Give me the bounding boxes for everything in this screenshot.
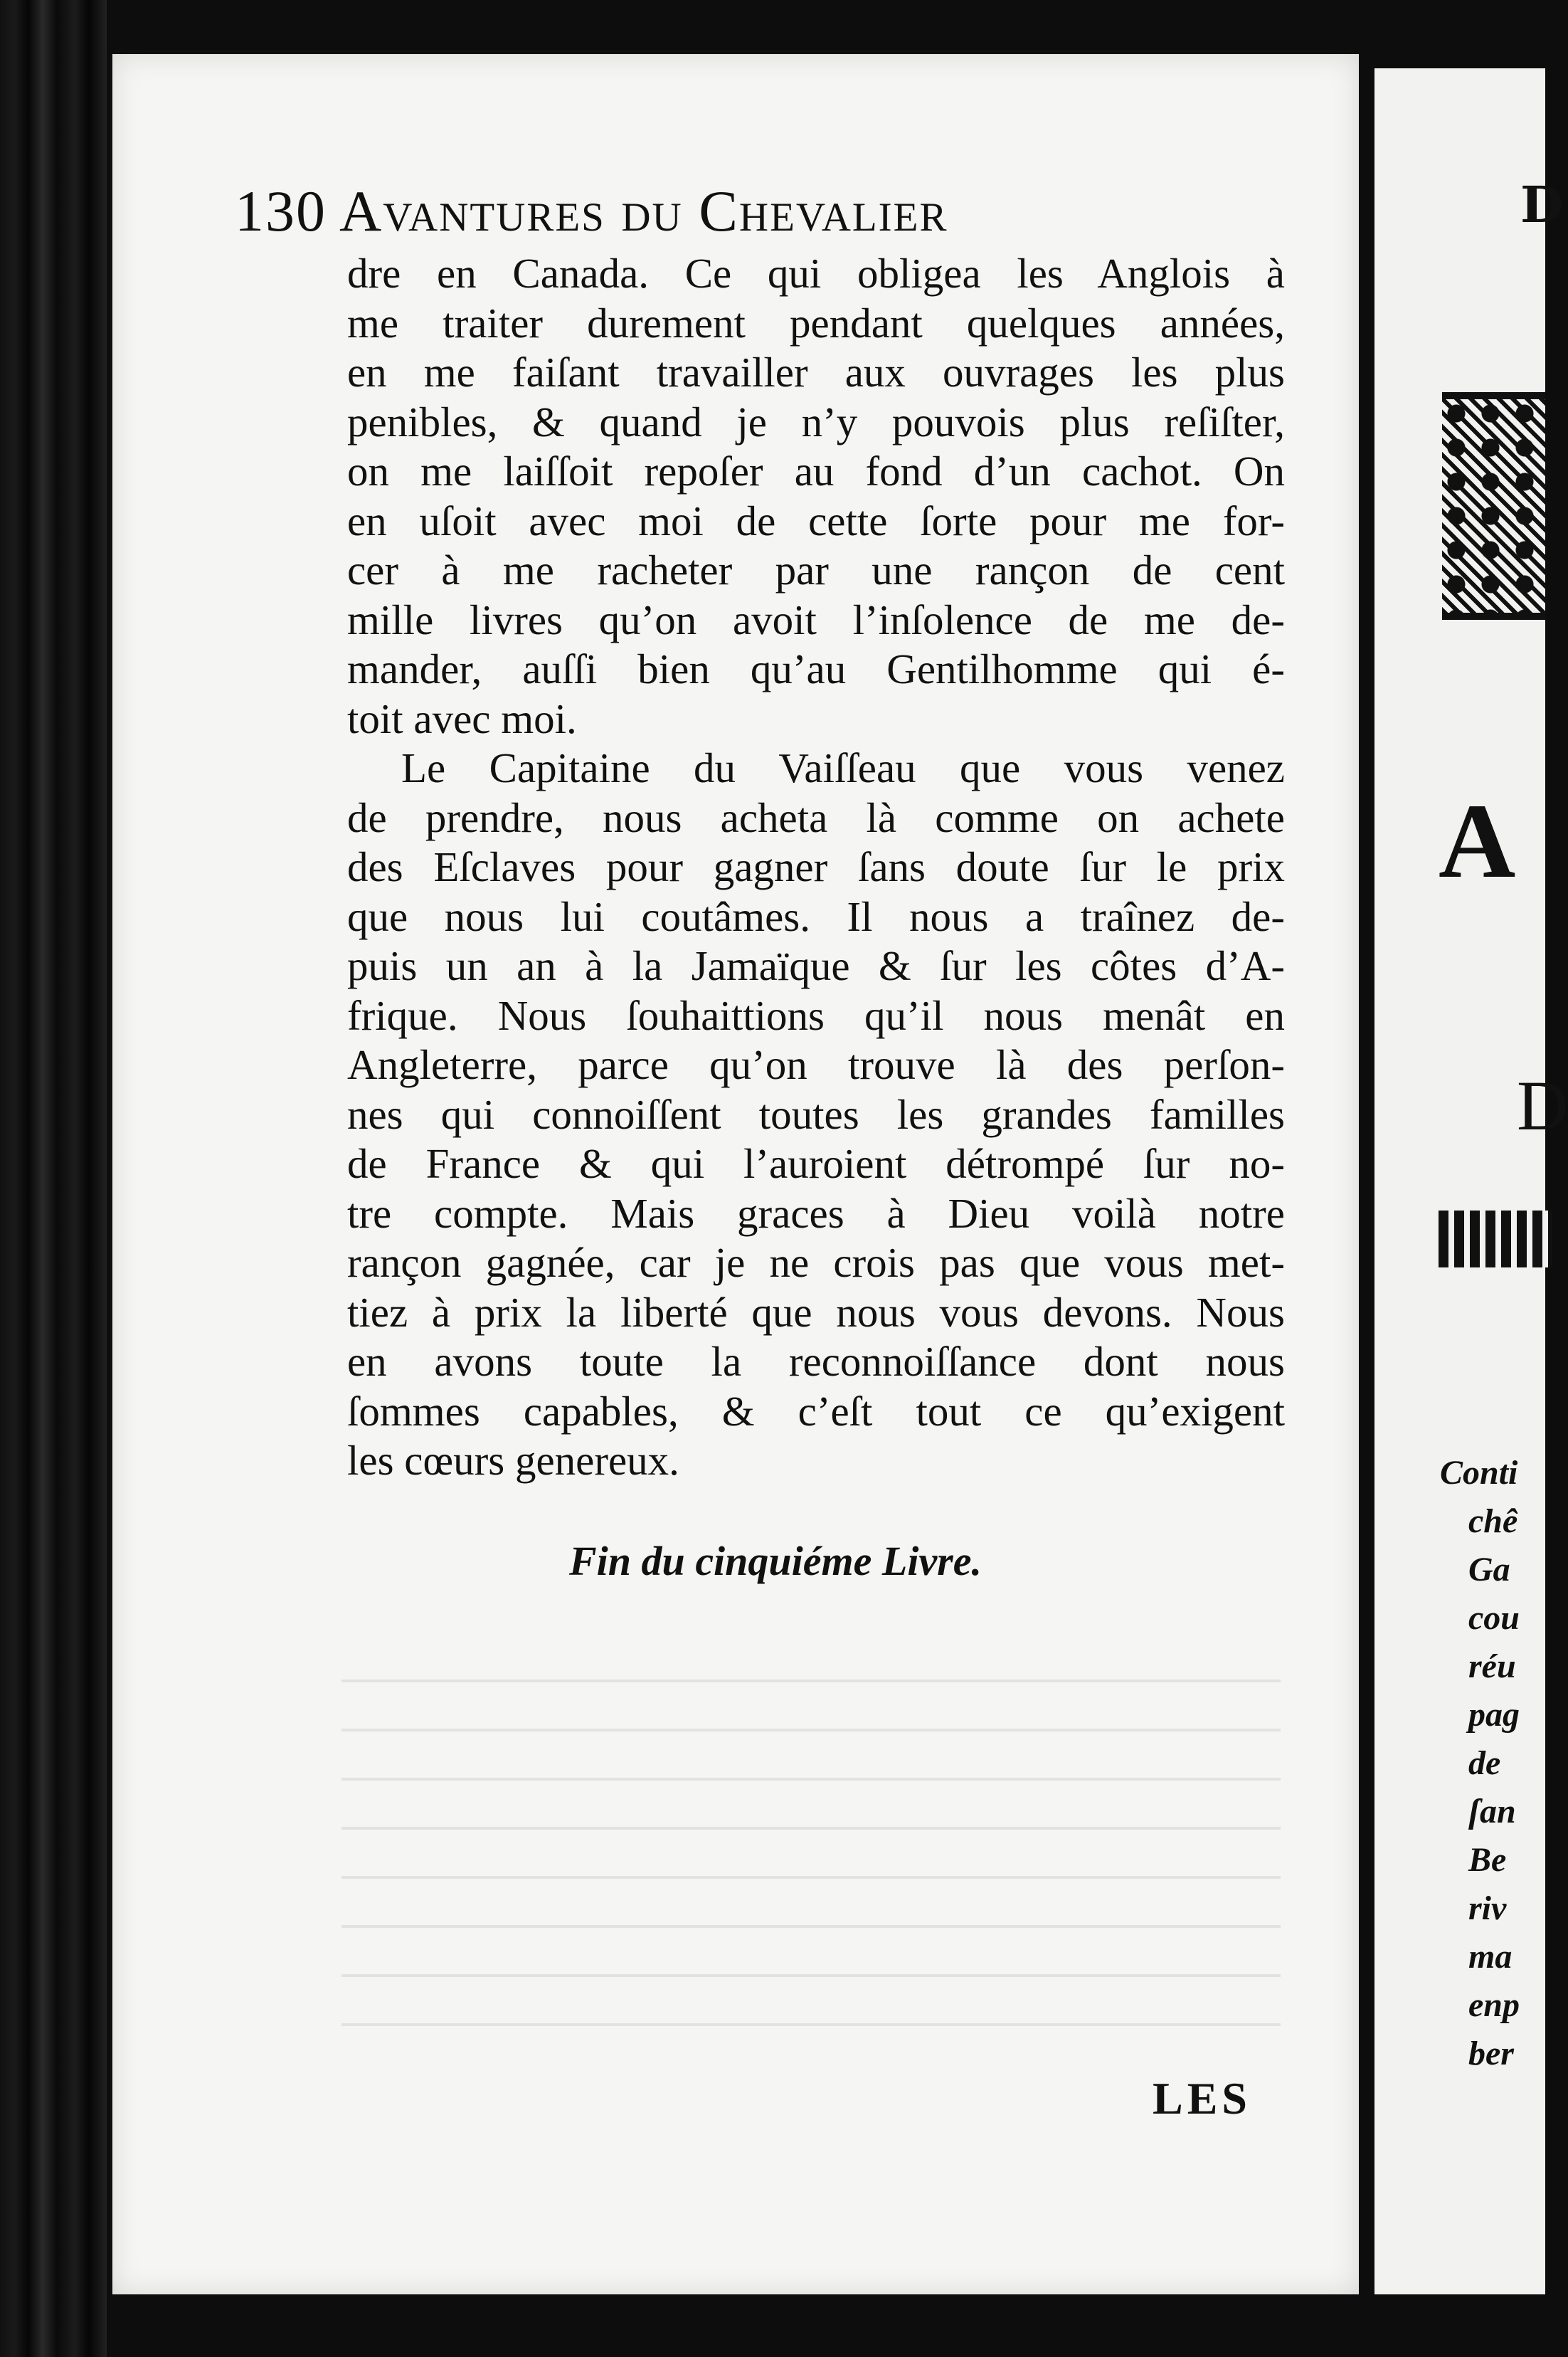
running-head bbox=[235, 178, 1273, 245]
text-line: frique. Nous ſouhaittions qu’il nous menât en bbox=[347, 991, 1285, 1039]
summary-line: ber bbox=[1468, 2035, 1514, 2072]
text-line: toit avec moi. bbox=[347, 695, 577, 742]
summary-line: pag bbox=[1468, 1696, 1520, 1734]
text-line: dre en Canada. Ce qui obligea les Anglois à bbox=[347, 250, 1285, 297]
text-line: cer à me racheter par une rançon de cent bbox=[347, 547, 1285, 594]
summary-line: Conti bbox=[1440, 1454, 1518, 1492]
text-line: nes qui connoiſſent toutes les grandes familles bbox=[347, 1090, 1285, 1138]
summary-line: ma bbox=[1468, 1938, 1513, 1976]
summary-line: chê bbox=[1468, 1502, 1518, 1540]
text-line: mander, auſſi bien qu’au Gentilhomme qui é- bbox=[347, 645, 1285, 692]
summary-line: Ga bbox=[1468, 1551, 1510, 1588]
book-end-note: Fin du cinquiéme Livre. bbox=[569, 1538, 982, 1584]
running-title: Avantures du Chevalier bbox=[339, 179, 948, 243]
summary-line: ſan bbox=[1468, 1793, 1516, 1830]
summary-line: de bbox=[1468, 1744, 1501, 1782]
ornament-block bbox=[1442, 392, 1545, 620]
text-line: Angleterre, parce qu’on trouve là des perſon- bbox=[347, 1041, 1285, 1088]
body-text bbox=[347, 249, 1285, 1486]
text-line: on me laiſſoit repoſer au fond d’un cachot. On bbox=[347, 448, 1285, 495]
text-line: en uſoit avec moi de cette ſorte pour me for- bbox=[347, 497, 1285, 544]
text-line: que nous lui coutâmes. Il nous a traînez de- bbox=[347, 892, 1285, 940]
text-line: de France & qui l’auroient détrompé ſur no- bbox=[347, 1140, 1285, 1187]
text-line: des Eſclaves pour gagner ſans doute ſur le prix bbox=[347, 843, 1285, 890]
catchword: LES bbox=[1153, 2073, 1251, 2124]
text-line: rançon gagnée, car je ne crois pas que vous met- bbox=[347, 1239, 1285, 1286]
text-line: puis un an à la Jamaïque & ſur les côtes d’A- bbox=[347, 942, 1285, 989]
text-line: mille livres qu’on avoit l’inſolence de me de- bbox=[347, 596, 1285, 643]
page-number: 130 bbox=[235, 179, 327, 243]
text-line: penibles, & quand je n’y pouvois plus reſiſter, bbox=[347, 398, 1285, 445]
ornament-band bbox=[1439, 1211, 1552, 1267]
summary-line: enp bbox=[1468, 1986, 1520, 2024]
text-line: en me faiſant travailler aux ouvrages les plus bbox=[347, 349, 1285, 396]
text-line: me traiter durement pendant quelques années, bbox=[347, 299, 1285, 347]
right-page-big-letter: A bbox=[1439, 782, 1516, 900]
summary-line: cou bbox=[1468, 1599, 1520, 1637]
text-line: tiez à prix la liberté que nous vous devons. Nous bbox=[347, 1288, 1285, 1336]
text-line: de prendre, nous acheta là comme on achete bbox=[347, 793, 1285, 841]
book-binding bbox=[0, 0, 107, 2357]
right-page-summary bbox=[1440, 1449, 1554, 2078]
right-page-second-letter: D bbox=[1517, 1066, 1568, 1145]
right-page-fragment bbox=[1374, 68, 1568, 2294]
text-line: tre compte. Mais graces à Dieu voilà notre bbox=[347, 1189, 1285, 1237]
summary-line: réu bbox=[1468, 1647, 1516, 1685]
right-page-head: D bbox=[1520, 175, 1564, 234]
text-line: en avons toute la reconnoiſſance dont nous bbox=[347, 1338, 1285, 1385]
text-line: Le Capitaine du Vaiſſeau que vous venez bbox=[401, 744, 1285, 791]
summary-line: riv bbox=[1468, 1889, 1507, 1927]
summary-line: Be bbox=[1468, 1841, 1507, 1879]
text-line: les cœurs genereux. bbox=[347, 1437, 679, 1484]
text-line: ſommes capables, & c’eſt tout ce qu’exigent bbox=[347, 1387, 1285, 1435]
